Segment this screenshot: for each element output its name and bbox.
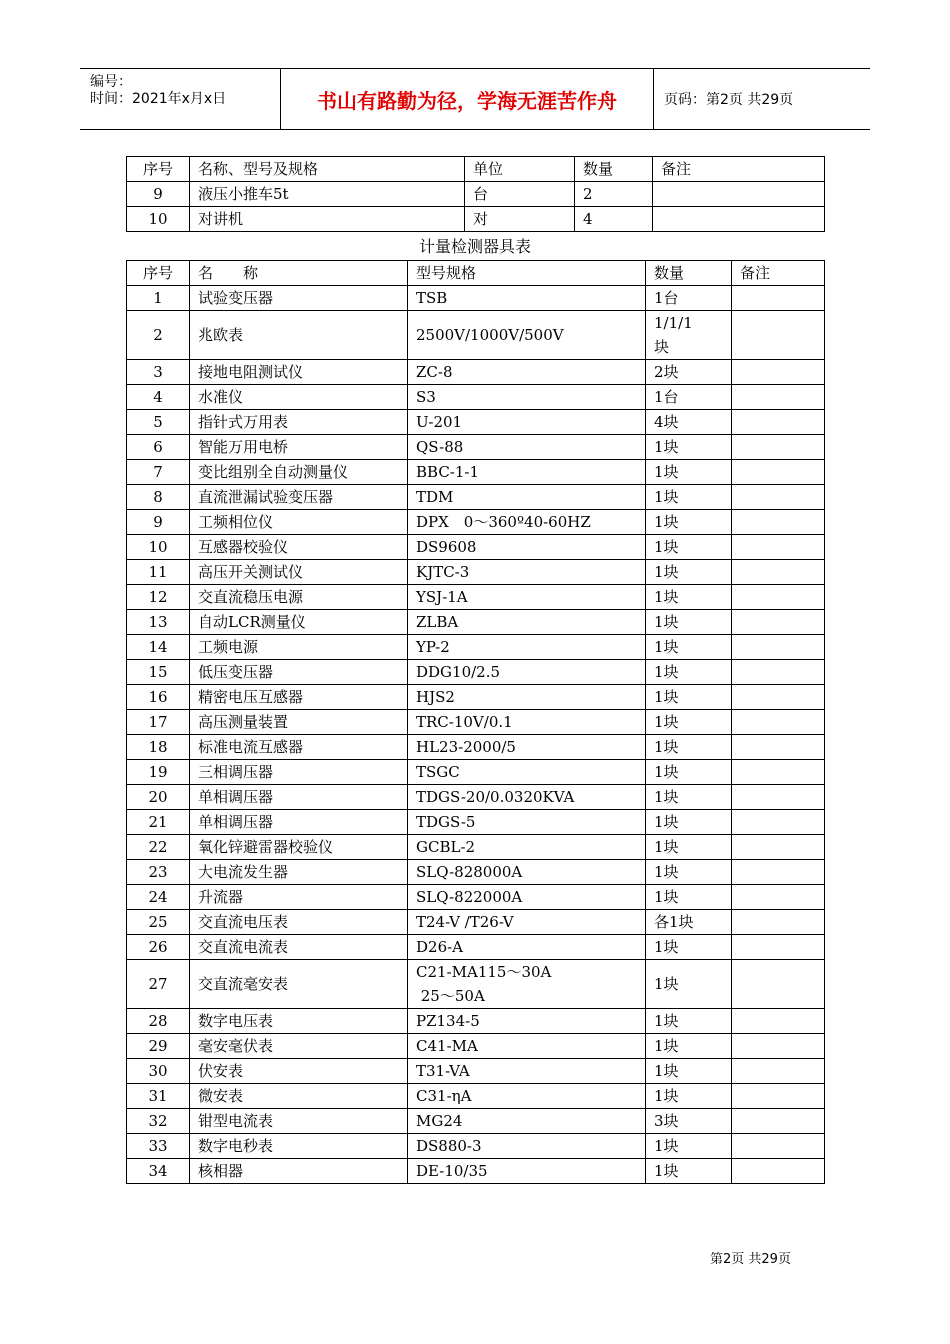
table-cell: 交直流电压表 [190,910,408,935]
table-cell [732,810,825,835]
table-row [127,460,825,485]
table-cell: 1/1/1 块 [646,311,732,360]
table-row [127,286,825,311]
table-row [127,1159,825,1184]
table-cell: 毫安毫伏表 [190,1034,408,1059]
table-cell: 升流器 [190,885,408,910]
table-row [127,810,825,835]
table-cell: 智能万用电桥 [190,435,408,460]
column-header: 名称、型号及规格 [190,157,465,182]
table-row [127,1084,825,1109]
table-cell: T24-V /T26-V [408,910,646,935]
table-cell: 10 [127,535,190,560]
column-header: 备注 [732,261,825,286]
table-cell [732,910,825,935]
table-cell: 台 [465,182,575,207]
table-cell: GCBL-2 [408,835,646,860]
table-cell: 接地电阻测试仪 [190,360,408,385]
table-row [127,1034,825,1059]
column-header: 名 称 [190,261,408,286]
table-cell [732,510,825,535]
table-cell: 大电流发生器 [190,860,408,885]
table-cell [732,660,825,685]
table-cell: 3块 [646,1109,732,1134]
table-row [127,635,825,660]
table-row [127,410,825,435]
table-cell: 20 [127,785,190,810]
table-row [127,610,825,635]
table-cell: 1块 [646,635,732,660]
table-cell: 2 [575,182,653,207]
table-cell: 直流泄漏试验变压器 [190,485,408,510]
table-row [127,735,825,760]
table-row [127,1134,825,1159]
table-cell: 标准电流互感器 [190,735,408,760]
table-cell: HJS2 [408,685,646,710]
table-row [127,1009,825,1034]
table-cell: 三相调压器 [190,760,408,785]
table-cell: 1块 [646,1159,732,1184]
table-cell: 对讲机 [190,207,465,232]
table-cell: 17 [127,710,190,735]
table-cell: 24 [127,885,190,910]
table-cell: 1块 [646,610,732,635]
table-cell [732,710,825,735]
table-row [127,835,825,860]
table-cell [732,735,825,760]
table-cell: T31-VA [408,1059,646,1084]
table-cell: 33 [127,1134,190,1159]
table-row [127,385,825,410]
table-cell: 高压测量装置 [190,710,408,735]
table-cell: TRC-10V/0.1 [408,710,646,735]
table-cell: 4 [127,385,190,410]
number-label: 编号： [90,74,132,90]
table-cell: TDM [408,485,646,510]
table-cell: 低压变压器 [190,660,408,685]
column-header: 序号 [127,261,190,286]
table-cell: 2500V/1000V/500V [408,311,646,360]
table-cell: 28 [127,1009,190,1034]
table-cell: 32 [127,1109,190,1134]
table-row [127,485,825,510]
table-cell [732,385,825,410]
table-row [127,360,825,385]
table-cell: 1块 [646,960,732,1009]
table-cell: 8 [127,485,190,510]
table-cell: 兆欧表 [190,311,408,360]
table-row [127,311,825,360]
table-cell: 数字电压表 [190,1009,408,1034]
table-cell: S3 [408,385,646,410]
table-row [127,960,825,1009]
table-cell [732,610,825,635]
table-cell [732,785,825,810]
table-cell: 伏安表 [190,1059,408,1084]
table-cell [732,560,825,585]
table-cell: 交直流电流表 [190,935,408,960]
table-cell: 单相调压器 [190,810,408,835]
table-cell [732,535,825,560]
table-cell: 1块 [646,735,732,760]
table-cell: 1块 [646,685,732,710]
table-cell: TDGS-20/0.0320KVA [408,785,646,810]
column-header: 序号 [127,157,190,182]
table-row [127,910,825,935]
table-cell: 1块 [646,1084,732,1109]
table-cell: 交直流稳压电源 [190,585,408,610]
table-cell: 液压小推车5t [190,182,465,207]
table-cell: 23 [127,860,190,885]
table-cell: 9 [127,510,190,535]
table-row [127,710,825,735]
table-cell: 31 [127,1084,190,1109]
table-cell: 高压开关测试仪 [190,560,408,585]
table-cell: QS-88 [408,435,646,460]
table-cell [732,1109,825,1134]
table-cell [732,760,825,785]
table-cell: 指针式万用表 [190,410,408,435]
table-cell [732,635,825,660]
table-cell: 单相调压器 [190,785,408,810]
table-row [127,760,825,785]
table-cell: 1台 [646,385,732,410]
table-cell: 16 [127,685,190,710]
table-cell: 1台 [646,286,732,311]
header-motto: 书山有路勤为径，学海无涯苦作舟 [281,69,654,129]
table-cell: 自动LCR测量仪 [190,610,408,635]
table-cell [732,360,825,385]
table-cell [732,935,825,960]
table-cell [732,435,825,460]
table-cell: 2 [127,311,190,360]
table-cell: C41-MA [408,1034,646,1059]
table-cell: SLQ-822000A [408,885,646,910]
table-cell: 29 [127,1034,190,1059]
table-cell [732,311,825,360]
table-cell: DS880-3 [408,1134,646,1159]
table-cell: 1块 [646,1034,732,1059]
table-cell: 1块 [646,485,732,510]
table-cell: 4 [575,207,653,232]
table-cell: KJTC-3 [408,560,646,585]
table-cell: 22 [127,835,190,860]
table-cell: 3 [127,360,190,385]
table-cell: 27 [127,960,190,1009]
table-cell: 4块 [646,410,732,435]
table-cell [732,485,825,510]
table-cell: 19 [127,760,190,785]
table-cell: 钳型电流表 [190,1109,408,1134]
measuring-instruments-table [126,260,825,1184]
table-cell: 2块 [646,360,732,385]
table-cell: 交直流毫安表 [190,960,408,1009]
table-cell [732,1034,825,1059]
table-row [127,560,825,585]
table-cell: 工频电源 [190,635,408,660]
table-cell [732,410,825,435]
table-cell: 21 [127,810,190,835]
table-cell: 6 [127,435,190,460]
table-cell: 10 [127,207,190,232]
header-meta [80,69,281,129]
table-cell: TDGS-5 [408,810,646,835]
table-row [127,785,825,810]
table-row [127,585,825,610]
table-cell: 13 [127,610,190,635]
table-header-row [127,261,825,286]
table-cell: 微安表 [190,1084,408,1109]
table-cell: DDG10/2.5 [408,660,646,685]
table-cell [732,1159,825,1184]
table-row [127,885,825,910]
table-cell: SLQ-828000A [408,860,646,885]
table-cell: 1块 [646,860,732,885]
table-cell: C31-ηA [408,1084,646,1109]
table-cell: YSJ-1A [408,585,646,610]
table-cell: 试验变压器 [190,286,408,311]
header-page-info: 页码：第2页 共29页 [664,92,794,108]
table-cell [732,460,825,485]
table-cell: DS9608 [408,535,646,560]
table-cell: 15 [127,660,190,685]
table-cell: 34 [127,1159,190,1184]
table-cell: 1块 [646,660,732,685]
table-cell: HL23-2000/5 [408,735,646,760]
column-header: 数量 [575,157,653,182]
table-cell: 1块 [646,935,732,960]
table-cell [732,860,825,885]
table-row [127,935,825,960]
table-row [127,207,825,232]
table-row [127,860,825,885]
table-cell [732,685,825,710]
table-row [127,685,825,710]
table-cell: D26-A [408,935,646,960]
table-cell: TSGC [408,760,646,785]
table-cell: 30 [127,1059,190,1084]
table-cell: 数字电秒表 [190,1134,408,1159]
table-cell [732,585,825,610]
table-cell: 7 [127,460,190,485]
table-cell: 1块 [646,1009,732,1034]
table-cell: 1块 [646,560,732,585]
column-header: 数量 [646,261,732,286]
table-cell [653,207,825,232]
table-row [127,535,825,560]
table-cell: 14 [127,635,190,660]
table-cell [732,1059,825,1084]
table-cell: 9 [127,182,190,207]
table-cell: YP-2 [408,635,646,660]
table-cell: DE-10/35 [408,1159,646,1184]
time-label: 时间：2021年x月x日 [90,91,227,107]
table-cell: 1块 [646,810,732,835]
table-cell: 1块 [646,1059,732,1084]
table-cell: 核相器 [190,1159,408,1184]
table-cell: 精密电压互感器 [190,685,408,710]
table-cell: 各1块 [646,910,732,935]
table-cell: 18 [127,735,190,760]
table-cell: U-201 [408,410,646,435]
table-row [127,1109,825,1134]
table-cell: C21-MA115～30A 25～50A [408,960,646,1009]
table-cell [732,1009,825,1034]
column-header: 型号规格 [408,261,646,286]
table-cell [653,182,825,207]
table-cell: 水准仪 [190,385,408,410]
page-footer: 第2页 共29页 [710,1252,791,1267]
table-cell: 1块 [646,510,732,535]
table-cell: BBC-1-1 [408,460,646,485]
table-cell: TSB [408,286,646,311]
table-cell [732,885,825,910]
table-cell: 11 [127,560,190,585]
table-cell [732,960,825,1009]
table-cell [732,835,825,860]
table-cell: 1块 [646,785,732,810]
table-caption: 计量检测器具表 [418,237,531,256]
table-cell: 1 [127,286,190,311]
table-cell: ZLBA [408,610,646,635]
table-cell: 1块 [646,535,732,560]
table-cell: 5 [127,410,190,435]
table-cell [732,1134,825,1159]
equipment-table [126,156,825,232]
table-cell: 1块 [646,835,732,860]
table-cell: DPX 0～360º40-60HZ [408,510,646,535]
table-header-row [127,157,825,182]
table-cell: 12 [127,585,190,610]
table-row [127,435,825,460]
table-cell: 互感器校验仪 [190,535,408,560]
table-cell: 1块 [646,1134,732,1159]
table-cell: 工频相位仪 [190,510,408,535]
table-row [127,510,825,535]
table-cell: 氧化锌避雷器校验仪 [190,835,408,860]
table-cell: 1块 [646,885,732,910]
table-row [127,182,825,207]
table-cell: MG24 [408,1109,646,1134]
table-cell: 26 [127,935,190,960]
table-row [127,1059,825,1084]
table-cell: 变比组别全自动测量仪 [190,460,408,485]
page-header [80,68,870,130]
table-cell: ZC-8 [408,360,646,385]
table-row [127,660,825,685]
table-cell: 对 [465,207,575,232]
table-cell: 25 [127,910,190,935]
table-cell: PZ134-5 [408,1009,646,1034]
table-cell: 1块 [646,460,732,485]
table-cell [732,1084,825,1109]
table-cell [732,286,825,311]
table-cell: 1块 [646,760,732,785]
table-cell: 1块 [646,435,732,460]
column-header: 单位 [465,157,575,182]
table-cell: 1块 [646,710,732,735]
column-header: 备注 [653,157,825,182]
table-cell: 1块 [646,585,732,610]
